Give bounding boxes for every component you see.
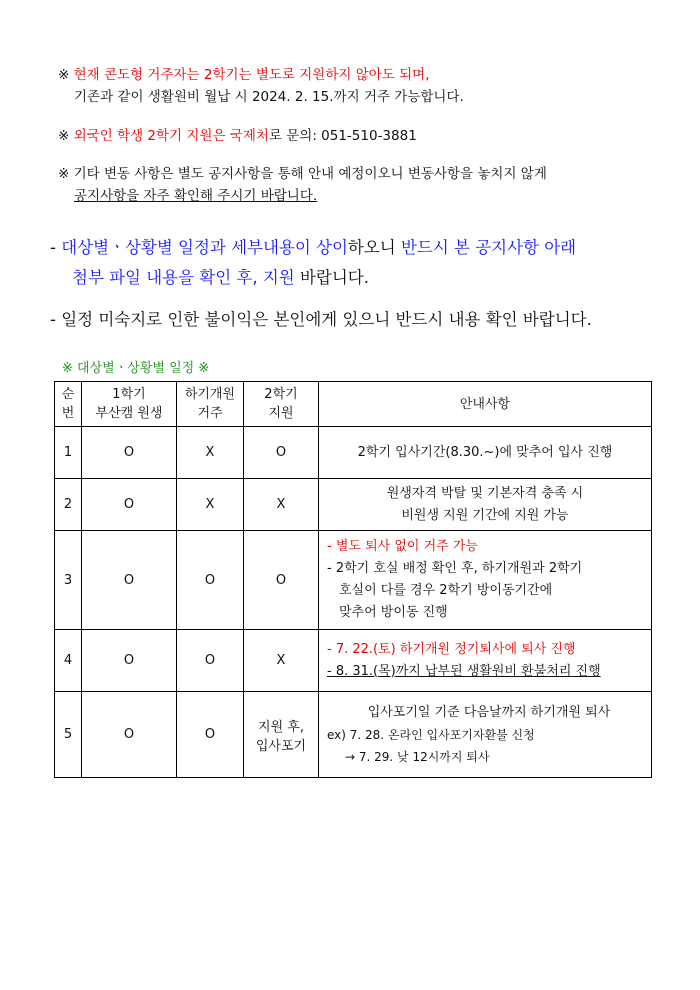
- header-summer: 하기개원 거주: [177, 382, 244, 427]
- instruction-end: 바랍니다.: [294, 268, 369, 287]
- row-semester1: O: [82, 630, 177, 692]
- reference-mark: ※: [58, 166, 70, 182]
- notice-1-line2: 기존과 같이 생활원비 월납 시 2024. 2. 15.까지 거주 가능합니다.: [74, 89, 464, 105]
- table-header-row: [55, 382, 652, 427]
- table-row: [55, 692, 652, 778]
- notice-3-line1: 기타 변동 사항은 별도 공지사항을 통해 안내 예정이오니 변동사항을 놓치지 않게: [73, 166, 547, 182]
- row-info: 입사포기일 기준 다음날까지 하기개원 퇴사 ex) 7. 28. 온라인 입사포기자환불 신청 → 7. 29. 낮 12시까지 퇴사: [319, 692, 652, 778]
- instruction-blue-3: 첨부 파일 내용을 확인 후, 지원: [72, 268, 295, 287]
- disadvantage-warning: - 일정 미숙지로 인한 불이익은 본인에게 있으니 반드시 내용 확인 바랍니다.: [50, 310, 592, 329]
- row-semester2: O: [244, 531, 319, 630]
- row-no: 4: [55, 630, 82, 692]
- notice-3: [58, 163, 547, 207]
- row-semester1: O: [82, 692, 177, 778]
- instruction-blue-2: 반드시 본 공지사항 아래: [400, 238, 577, 257]
- row-no: 2: [55, 479, 82, 531]
- row-info: - 별도 퇴사 없이 거주 가능 - 2학기 호실 배정 확인 후, 하기개원과 2학기 호실이 다를 경우 2학기 방이동기간에 맞추어 방이동 진행: [319, 531, 652, 630]
- dash: -: [50, 238, 56, 257]
- row-semester1: O: [82, 479, 177, 531]
- notice-2-red-text: 외국인 학생 2학기 지원은 국제처: [73, 128, 269, 144]
- notice-1: [58, 64, 464, 108]
- header-no: 순 번: [55, 382, 82, 427]
- row-summer: O: [177, 692, 244, 778]
- row-semester2: X: [244, 630, 319, 692]
- header-info: 안내사항: [319, 382, 652, 427]
- notice-1-line1: 현재 콘도형 거주자는 2학기는 별도로 지원하지 않아도 되며,: [73, 67, 430, 83]
- row-no: 5: [55, 692, 82, 778]
- row-semester2: X: [244, 479, 319, 531]
- schedule-table: [54, 381, 652, 778]
- reference-mark: ※: [58, 67, 70, 83]
- notice-2: [58, 125, 417, 147]
- row-summer: X: [177, 479, 244, 531]
- row-info: 2학기 입사기간(8.30.~)에 맞추어 입사 진행: [319, 427, 652, 479]
- row-summer: O: [177, 531, 244, 630]
- row-summer: X: [177, 427, 244, 479]
- instruction-mid: 하오니: [347, 238, 401, 257]
- row-semester1: O: [82, 427, 177, 479]
- instruction-blue-1: 대상별ㆍ상황별 일정과 세부내용이 상이: [61, 238, 348, 257]
- table-row: [55, 531, 652, 630]
- row-no: 3: [55, 531, 82, 630]
- notice-2-rest: 로 문의: 051-510-3881: [268, 128, 417, 144]
- table-row: [55, 427, 652, 479]
- table-row: [55, 630, 652, 692]
- row-summer: O: [177, 630, 244, 692]
- row-semester2: O: [244, 427, 319, 479]
- section-title: ※ 대상별ㆍ상황별 일정 ※: [62, 361, 210, 376]
- row-semester1: O: [82, 531, 177, 630]
- header-semester1: 1학기 부산캠 원생: [82, 382, 177, 427]
- table-row: [55, 479, 652, 531]
- header-semester2: 2학기 지원: [244, 382, 319, 427]
- notice-3-line2: 공지사항을 자주 확인해 주시기 바랍니다.: [74, 188, 318, 204]
- row-semester2: 지원 후, 입사포기: [244, 692, 319, 778]
- row-info: 원생자격 박탈 및 기본자격 충족 시 비원생 지원 기간에 지원 가능: [319, 479, 652, 531]
- reference-mark: ※: [58, 128, 70, 144]
- row-no: 1: [55, 427, 82, 479]
- row-info: - 7. 22.(토) 하기개원 정기퇴사에 퇴사 진행 - 8. 31.(목)까지 납부된 생활원비 환불처리 진행: [319, 630, 652, 692]
- schedule-instruction: [50, 233, 576, 293]
